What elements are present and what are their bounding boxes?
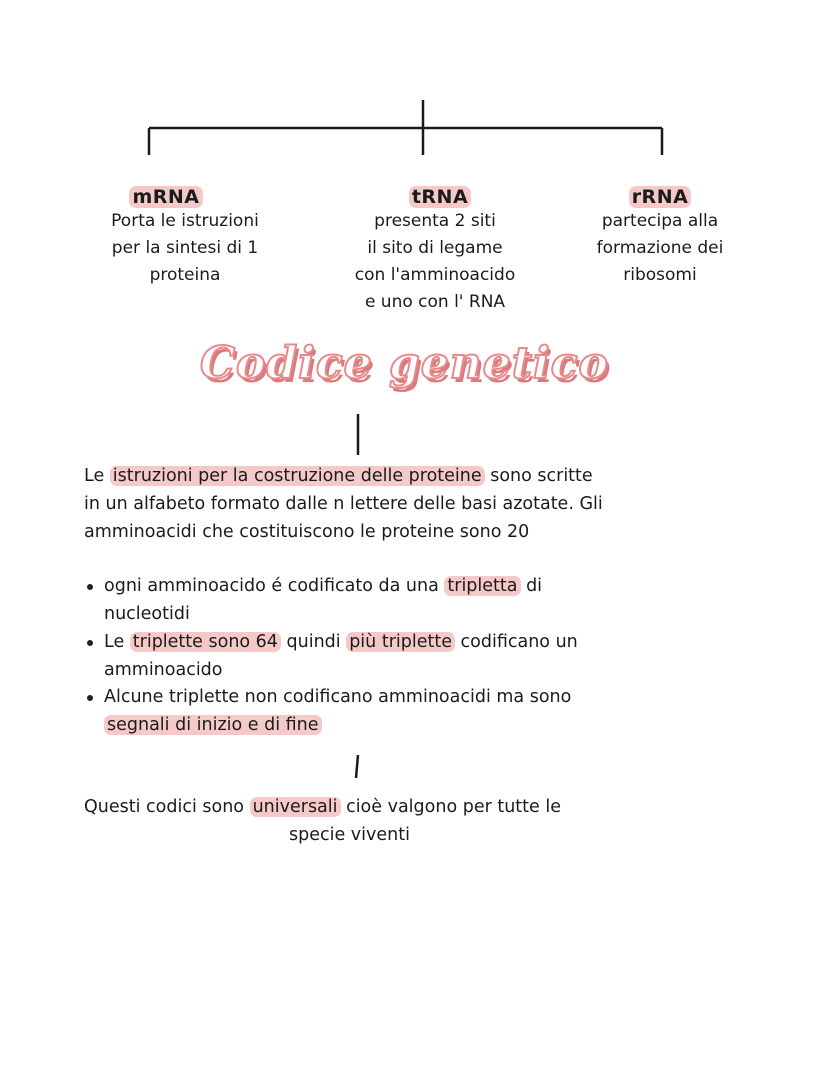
conclusion: Questi codici sono universali cioè valgono per tutte le specie viventi xyxy=(84,797,561,845)
intro-highlight: istruzioni per la costruzione delle proteine xyxy=(110,466,485,486)
universali-highlight: universali xyxy=(250,797,341,817)
list-item: Alcune triplette non codificano amminoacidi ma sono segnali di inizio e di fine xyxy=(104,687,572,735)
trna-label: tRNA xyxy=(409,186,471,208)
rrna-description: partecipa alla formazione dei ribosomi xyxy=(596,211,724,285)
mrna-label: mRNA xyxy=(129,186,202,208)
rrna-label: rRNA xyxy=(629,186,692,208)
trna-description: presenta 2 siti il sito di legame con l'amminoacido e uno con l' RNA xyxy=(354,211,516,312)
page-title: Codice genetico xyxy=(200,338,609,389)
list-item: Le triplette sono 64 quindi più triplette codificano un amminoacido xyxy=(104,632,578,680)
mrna-description: Porta le istruzioni per la sintesi di 1 proteina xyxy=(111,211,259,285)
list-item: ogni amminoacido é codificato da una tripletta di nucleotidi xyxy=(104,576,543,624)
intro-paragraph: Le istruzioni per la costruzione delle proteine sono scritte in un alfabeto formato dalle n lettere delle basi azotate. Gli amminoacidi che costituiscono le proteine sono 20 xyxy=(84,466,603,542)
